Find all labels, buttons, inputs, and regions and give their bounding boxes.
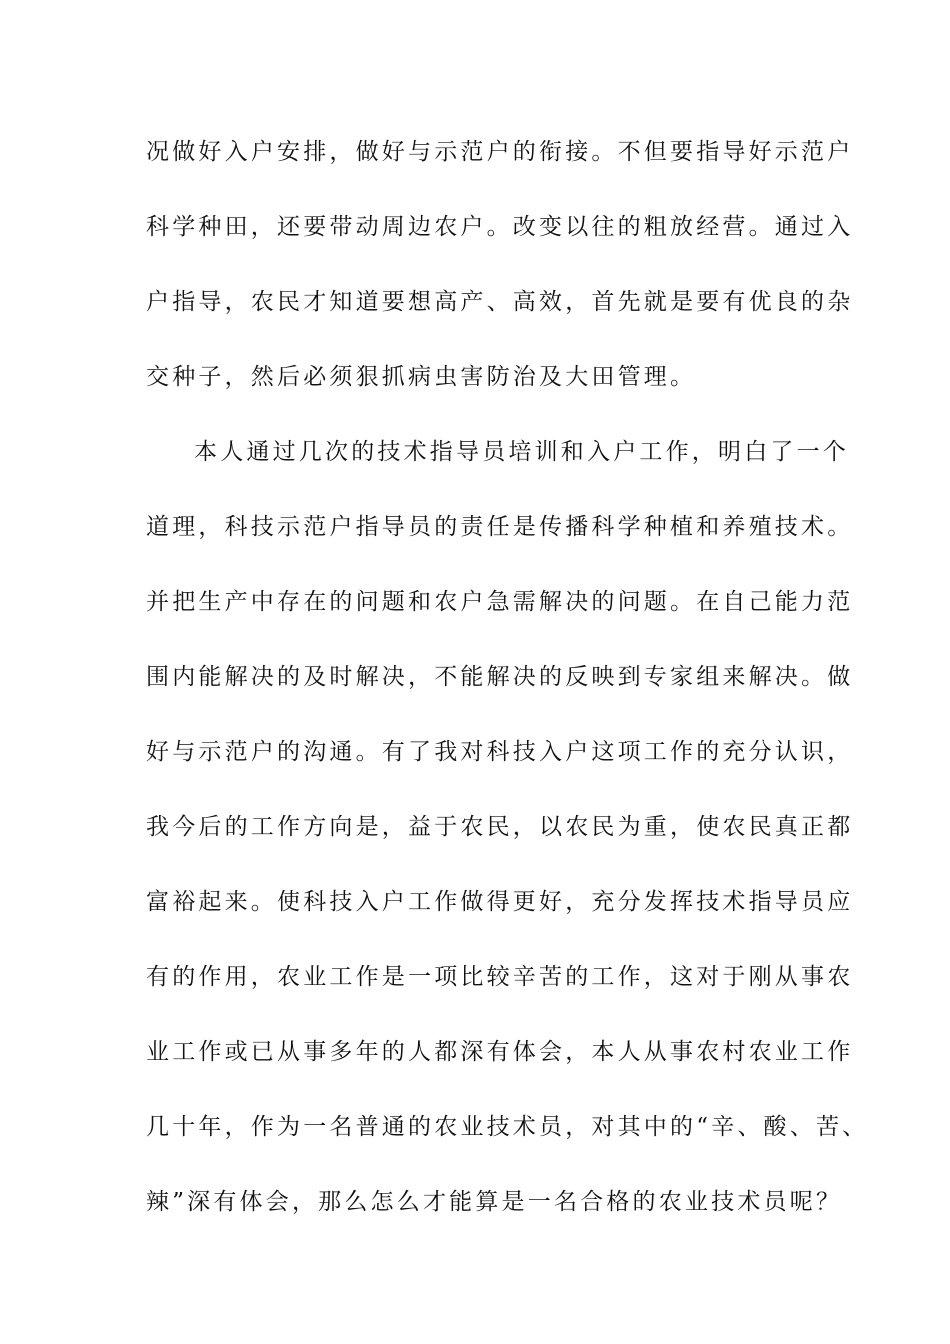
text-line: 我今后的工作方向是，益于农民，以农民为重，使农民真正都 — [146, 814, 854, 840]
text-line: 好与示范户的沟通。有了我对科技入户这项工作的充分认识， — [146, 739, 854, 765]
paragraph-first-line: 本人通过几次的技术指导员培训和入户工作，明白了一个 — [194, 439, 849, 465]
text-line: 富裕起来。使科技入户工作做得更好，充分发挥技术指导员应 — [146, 889, 854, 915]
text-line: 科学种田，还要带动周边农户。改变以往的粗放经营。通过入 — [146, 214, 854, 240]
text-line: 辣”深有体会，那么怎么才能算是一名合格的农业技术员呢？ — [146, 1189, 843, 1215]
text-line: 业工作或已从事多年的人都深有体会，本人从事农村农业工作 — [146, 1039, 854, 1065]
text-line: 况做好入户安排，做好与示范户的衔接。不但要指导好示范户 — [146, 139, 854, 165]
text-line: 有的作用，农业工作是一项比较辛苦的工作，这对于刚从事农 — [146, 964, 854, 990]
text-line: 道理，科技示范户指导员的责任是传播科学种植和养殖技术。 — [146, 514, 854, 540]
text-line: 并把生产中存在的问题和农户急需解决的问题。在自己能力范 — [146, 589, 854, 615]
text-line: 围内能解决的及时解决，不能解决的反映到专家组来解决。做 — [146, 664, 854, 690]
text-line: 交种子，然后必须狠抓病虫害防治及大田管理。 — [146, 364, 697, 390]
text-line: 户指导，农民才知道要想高产、高效，首先就是要有优良的杂 — [146, 289, 854, 315]
text-line: 几十年，作为一名普通的农业技术员，对其中的“辛、酸、苦、 — [146, 1114, 869, 1140]
